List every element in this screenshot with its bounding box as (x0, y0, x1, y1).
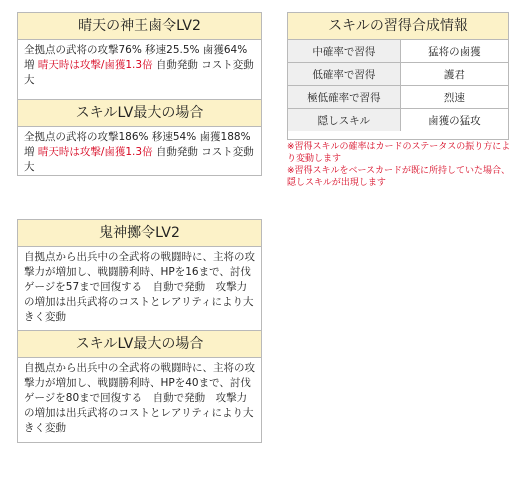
note-hidden-skill: ※習得スキルをベースカードが既に所持していた場合、隠しスキルが出現します (287, 166, 511, 188)
skill-effect-text: 全拠点の武将の攻撃186% 移速54% 鹵獲188%増 (24, 131, 251, 158)
skill-effect-text: 全拠点の武将の攻撃76% 移速25.5% 鹵獲64%増 (24, 44, 248, 71)
skill-card-seiten (17, 12, 262, 176)
table-row (288, 63, 508, 86)
row-label: 中確率で習得 (288, 40, 400, 63)
row-label: 隠しスキル (288, 109, 400, 132)
row-value: 烈速 (400, 86, 508, 109)
row-value: 護君 (400, 63, 508, 86)
skill-description-lv2: 自拠点から出兵中の全武将の戦闘時に、主将の攻撃力が増加し、戦闘勝利時、HPを16まで、討伐ゲージを57まで回復する 自動で発動 攻撃力の増加は出兵武将のコストとレアリティにより大きく変動 (24, 251, 255, 323)
row-value: 猛将の鹵獲 (400, 40, 508, 63)
skill-card-title: 鬼神擲令LV2 (18, 220, 261, 247)
skill-table (288, 39, 508, 131)
skill-description-max (18, 127, 261, 179)
table-title: スキルの習得合成情報 (288, 13, 508, 39)
skill-card-title: 晴天の神王鹵令LV2 (18, 13, 261, 40)
weather-bonus-text: 晴天時は攻撃/鹵獲1.3倍 (37, 59, 153, 71)
row-label: 低確率で習得 (288, 63, 400, 86)
max-level-title: スキルLV最大の場合 (18, 330, 261, 358)
skill-card-kishin (17, 219, 262, 443)
table-row (288, 40, 508, 63)
row-value: 鹵獲の猛攻 (400, 109, 508, 132)
table-notes (287, 141, 517, 189)
row-label: 極低確率で習得 (288, 86, 400, 109)
skill-acquisition-table (287, 12, 509, 140)
table-row (288, 86, 508, 109)
note-probability: ※習得スキルの確率はカードのステータスの振り方により変動します (287, 142, 511, 164)
skill-description-max: 自拠点から出兵中の全武将の戦闘時に、主将の攻撃力が増加し、戦闘勝利時、HPを40まで、討伐ゲージを80まで回復する 自動で発動 攻撃力の増加は出兵武将のコストとレアリティにより大きく変動 (24, 362, 255, 434)
max-level-title: スキルLV最大の場合 (18, 99, 261, 127)
table-row (288, 109, 508, 132)
skill-trigger-text: 自動発動 コスト変動大 (24, 59, 254, 86)
skill-description-lv2 (18, 40, 261, 99)
weather-bonus-text: 晴天時は攻撃/鹵獲1.3倍 (37, 146, 153, 158)
skill-trigger-text: 自動発動 コスト変動大 (24, 146, 254, 173)
